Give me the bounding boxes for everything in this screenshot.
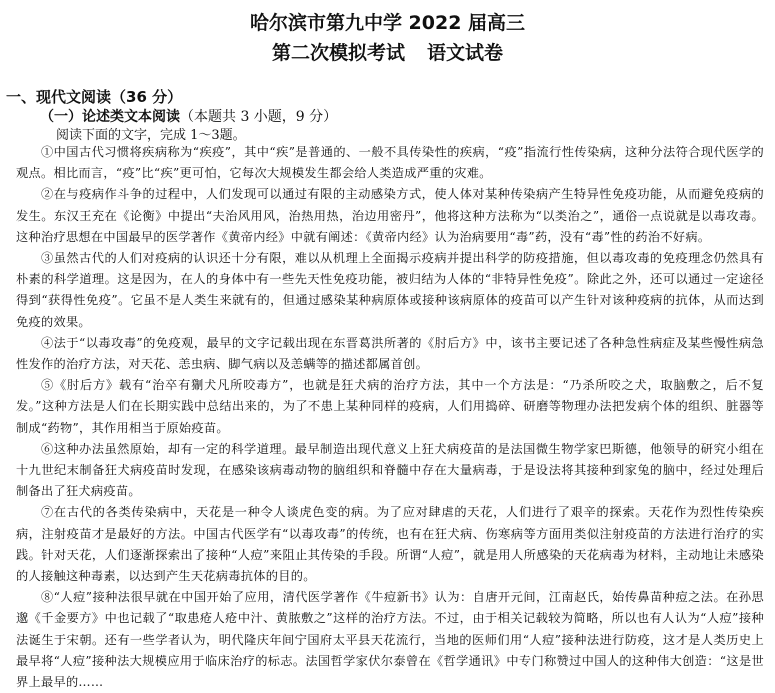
paragraph-8: ⑧“人痘”接种法很早就在中国开始了应用，清代医学著作《牛痘新书》认为：自唐开元间，江南赵氏，始传鼻苗种痘之法。在孙思邈《千金要方》中也记载了“取患疮人疮中汁、黄脓敷之”这样的治疗方法。不过，由于相关记载较为简略，所以也有人认为“人痘”接种法诞生于宋朝。还有一些学者认为，明代隆庆年间宁国府太平县天花流行，当地的医师们用“人痘”接种法进行防疫，这才是人类历史上最早将“人痘”接种法大规模应用于临床治疗的标志。法国哲学家伏尔泰曾在《哲学通讯》中专门称赞过中国人的这种伟大创造：“这是世界上最早的…… [16, 590, 764, 690]
passage-body [16, 142, 764, 693]
document-title-line2 [0, 38, 775, 65]
sub-heading-title: （一）论述类文本阅读 [40, 109, 180, 125]
paragraph-1: ①中国古代习惯将疾病称为“疾疫”，其中“疾”是普通的、一般不具传染性的疾病，“疫”指流行性传染病，这种分法符合现代医学的观点。相比而言，“疫”比“疾”更可怕，它每次大规模发生都会给人类造成严重的灾难。 [16, 145, 764, 181]
paragraph-7: ⑦在古代的各类传染病中，天花是一种令人谈虎色变的病。为了应对肆虐的天花，人们进行了艰辛的探索。天花作为烈性传染疾病，注射疫苗才是最好的方法。中国古代医学有“以毒攻毒”的传统，也有在狂犬病、伤寒病等方面用类似注射疫苗的方法进行治疗的实践。针对天花，人们逐渐探索出了接种“人痘”来阻止其传染的手段。所谓“人痘”，就是用人所感染的天花病毒为材料，主动地让未感染的人接触这种毒素，以达到产生天花病毒抗体的目的。 [16, 505, 764, 584]
subject-name: 语文试卷 [427, 42, 504, 64]
section-heading: 一、现代文阅读（36 分） [6, 88, 183, 106]
paragraph-5: ⑤《肘后方》载有“治卒有猘犬凡所咬毒方”，也就是狂犬病的治疗方法，其中一个方法是：“乃杀所咬之犬，取脑敷之，后不复发。”这种方法是人们在长期实践中总结出来的，为了不患上某种同样的疫病，人们用捣碎、研磨等物理办法把发病个体的组织、脏器等制成“药物”，其作用相当于原始疫苗。 [16, 378, 764, 435]
paragraph-4: ④法于“以毒攻毒”的免疫观，最早的文字记载出现在东晋葛洪所著的《肘后方》中，该书主要记述了各种急性病症及某些慢性病急性发作的治疗方法，对天花、恙虫病、脚气病以及恙螨等的描述都属首创。 [16, 335, 764, 372]
document-title-line1: 哈尔滨市第九中学 2022 届高三 [249, 12, 526, 34]
reading-instruction: 阅读下面的文字，完成 1～3题。 [56, 128, 246, 143]
sub-heading-note: （本题共 3 小题，9 分） [180, 109, 338, 125]
sub-section-heading [40, 106, 337, 126]
paragraph-3: ③虽然古代的人们对疫病的认识还十分有限，难以从机理上全面揭示疫病并提出科学的防疫措施，但以毒攻毒的免疫理念仍然具有朴素的科学道理。这是因为，在人的身体中有一些先天性免疫功能，被归结为人体的“非特异性免疫”。除此之外，还可以通过一定途径得到“获得性免疫”。它虽不是人类生来就有的，但通过感染某种病原体或接种该病原体的疫苗可以产生针对该种疫病的抗体，从而达到免疫的效果。 [16, 251, 764, 329]
paragraph-6: ⑥这种办法虽然原始，却有一定的科学道理。最早制造出现代意义上狂犬病疫苗的是法国微生物学家巴斯德，他领导的研究小组在十九世纪末制备狂犬病疫苗时发现，在感染该病毒动物的脑组织和脊髓中存在大量病毒，于是设法将其接种到家兔的脑中，经过处理后制备出了狂犬病疫苗。 [16, 441, 764, 499]
exam-name: 第二次模拟考试 [271, 42, 405, 64]
paragraph-2: ②在与疫病作斗争的过程中，人们发现可以通过有限的主动感染方式，使人体对某种传染病产生特异性免疫功能，从而避免疫病的发生。东汉王充在《论衡》中提出“夫治风用风，治热用热，治边用密丹”，他将这种方法称为“以类治之”，通俗一点说就是以毒攻毒。这种治疗思想在中国最早的医学著作《黄帝内经》中就有阐述：《黄帝内经》认为治病要用“毒”药，没有“毒”性的药治不好病。 [16, 187, 764, 244]
